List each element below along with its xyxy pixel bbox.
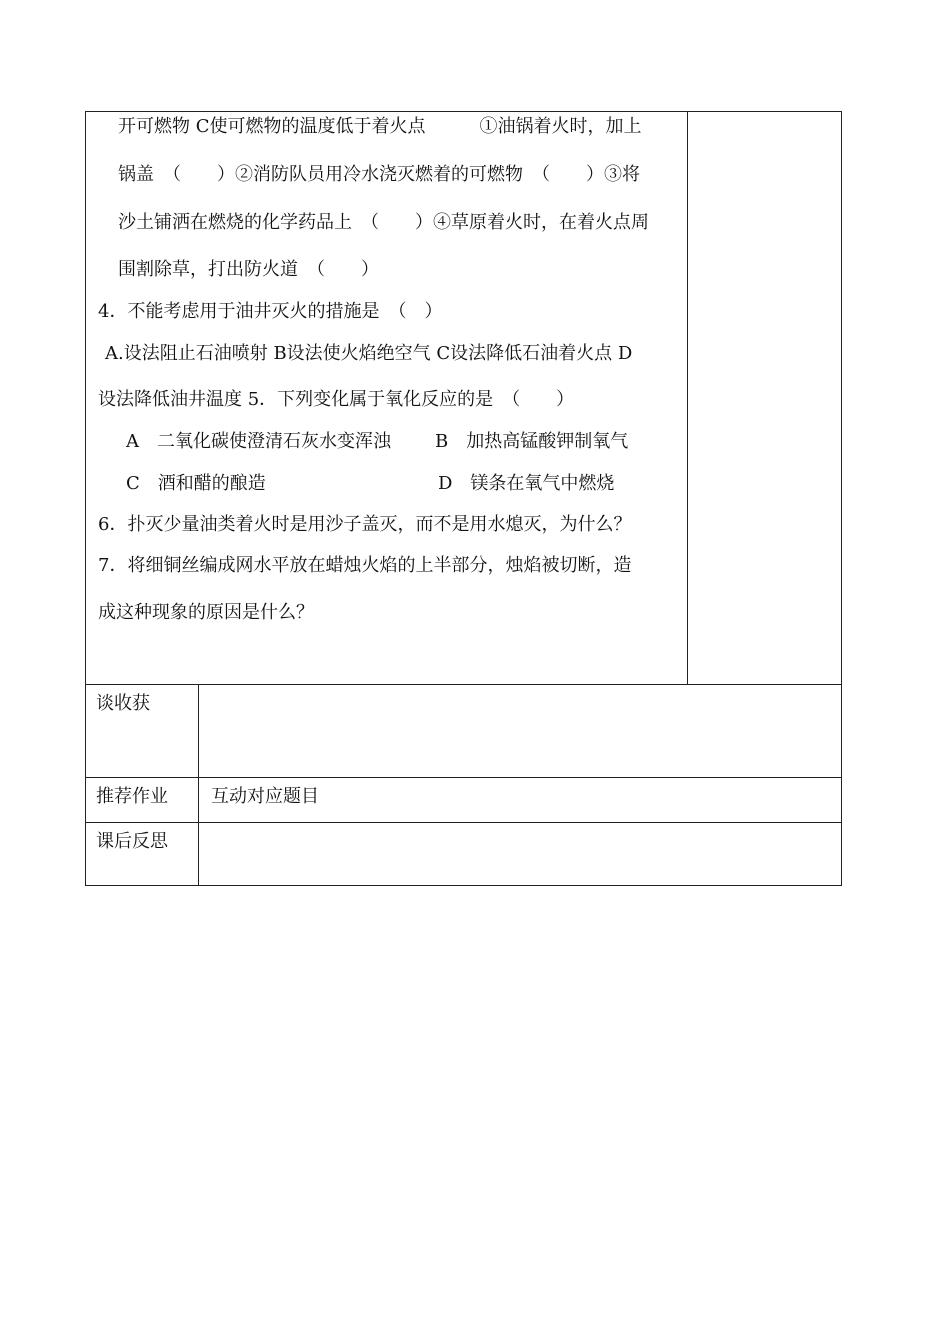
option-a: A 二氧化碳使澄清石灰水变浑浊 [126, 431, 391, 452]
text-line: 沙土铺洒在燃烧的化学药品上 （ ）④草原着火时，在着火点周 [118, 212, 649, 233]
reflection-row [86, 823, 842, 886]
lesson-table [85, 111, 842, 886]
question-6: 6．扑灭少量油类着火时是用沙子盖灭，而不是用水熄灭，为什么？ [98, 514, 632, 535]
notes-column-cell [688, 112, 842, 685]
reflection-label: 课后反思 [86, 823, 199, 886]
question-4-options: A.设法阻止石油喷射 B设法使火焰绝空气 C设法降低石油着火点 D [105, 343, 633, 364]
option-d: D 镁条在氧气中燃烧 [438, 473, 615, 494]
homework-label: 推荐作业 [86, 778, 199, 823]
option-b: B 加热高锰酸钾制氧气 [435, 431, 629, 452]
option-c: C 酒和醋的酿造 [126, 473, 266, 494]
homework-row [86, 778, 842, 823]
question-7-continued: 成这种现象的原因是什么？ [98, 602, 314, 623]
text-line: 锅盖 （ ）②消防队员用冷水浇灭燃着的可燃物 （ ）③将 [118, 164, 640, 185]
harvest-row [86, 685, 842, 778]
harvest-label: 谈收获 [86, 685, 199, 778]
text-line: 围割除草，打出防火道 （ ） [118, 259, 379, 280]
exercise-row [86, 112, 842, 685]
harvest-value [199, 685, 842, 778]
question-7: 7．将细铜丝编成网水平放在蜡烛火焰的上半部分，烛焰被切断，造 [98, 555, 632, 576]
question-5: 设法降低油井温度 5．下列变化属于氧化反应的是 （ ） [98, 389, 575, 410]
question-4: 4．不能考虑用于油井灭火的措施是 （ ） [98, 301, 443, 322]
text-line: 开可燃物 C使可燃物的温度低于着火点 ①油锅着火时，加上 [118, 116, 642, 137]
reflection-value [199, 823, 842, 886]
homework-value: 互动对应题目 [199, 778, 842, 823]
exercise-content-cell [86, 112, 688, 685]
